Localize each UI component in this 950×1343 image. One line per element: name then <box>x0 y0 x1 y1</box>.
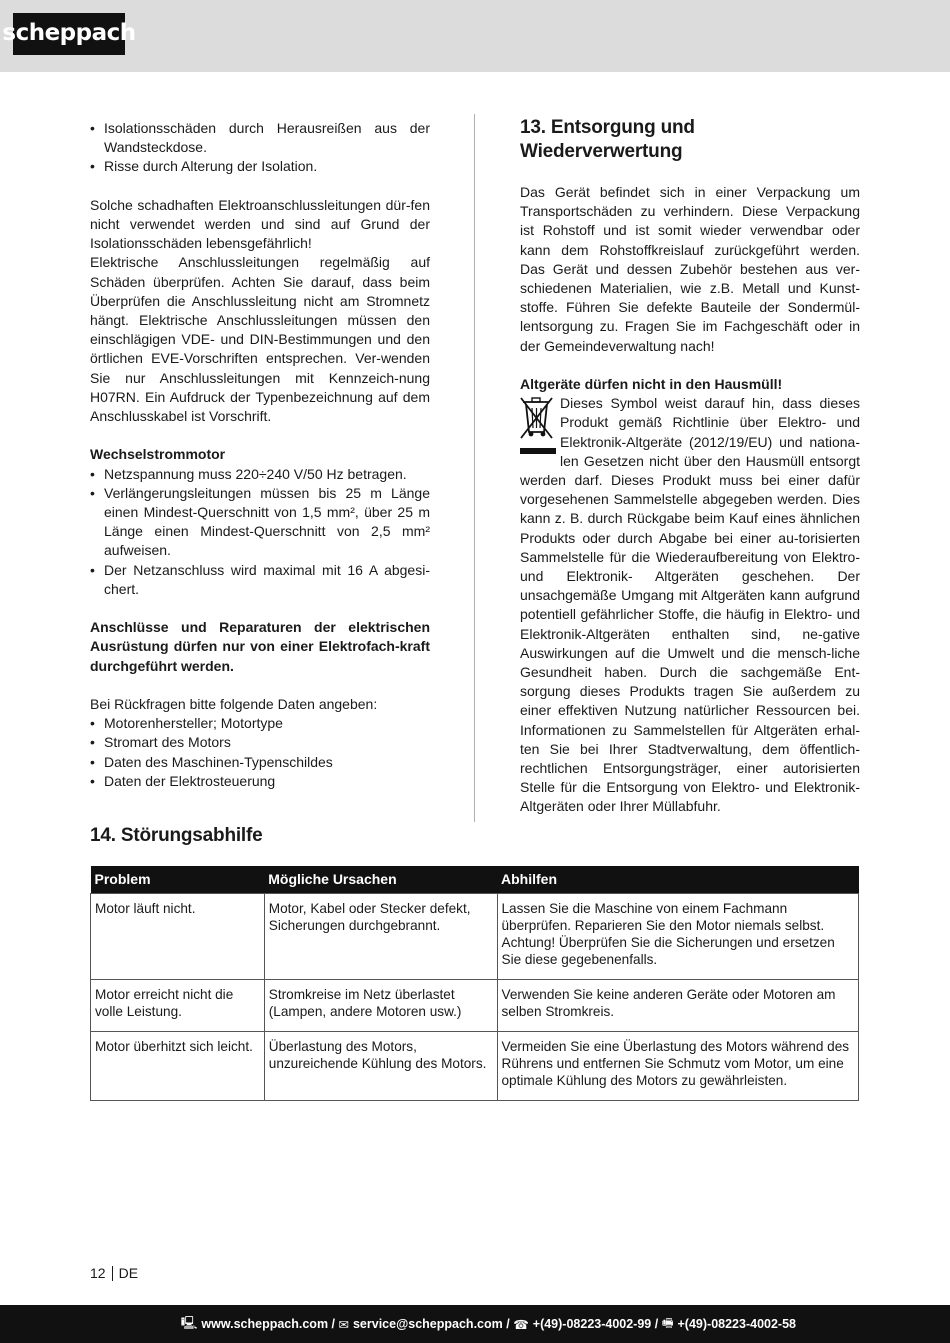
footer-email[interactable]: service@scheppach.com / <box>352 1317 510 1331</box>
list-item: • Risse durch Alterung der Isolation. <box>90 157 430 176</box>
contact-list <box>90 714 430 791</box>
weee-line: Elektronik-Altgeräte (2012/19/EU) und nationa- <box>560 433 860 450</box>
crossed-bin-icon <box>520 396 556 454</box>
left-column <box>90 119 430 791</box>
header-bar <box>0 0 950 72</box>
table-row <box>91 980 859 1032</box>
page-language: DE <box>118 1265 139 1281</box>
column-divider <box>474 114 475 822</box>
paragraph: Solche schadhaften Elektroanschlussleitungen dür-fen nicht verwendet werden und sind auf Grund der Isolationsschäden lebensgefährlich! <box>90 196 430 252</box>
paragraph: werden darf. Dieses Produkt muss bei einer dafür vorgesehenen Sammelstelle abgegeben werden. Dies kann z. B. durch Rückgabe beim Kauf eines ähnlichen Produkts oder durch Abgabe bei einer au-torisierten Sammelstelle für die Wiederaufbereitung von Elektro- und Elektronik- Altgeräten geschehen. Der unsachgemäße Umgang mit Altgeräten kann aufgrund potentiell gefährlicher Stoffe, die häufig in Elektro- und Elektronik-Altgeräten enthalten sind, ne-gative Auswirkungen auf die Umwelt und die mensch-liche Gesundheit haben. Durch die sachgemäße Ent-sorgung dieses Produkts tragen Sie außerdem zu einer effektiven Nutzung natürlicher Ressourcen bei. Informationen zu Sammelstellen für Altgeräten erhal-ten Sie bei Ihrer Stadtverwaltung, dem öffentlich-rechtlichen Entsorgungsträger, einer autorisierten Stelle für die Entsorgung von Elektro- und Elektronik-Altgeräten oder Ihrer Müllabfuhr. <box>520 472 860 815</box>
section-13-heading: 13. Entsorgung und Wiederverwertung <box>520 117 695 162</box>
table-header-row <box>91 866 859 894</box>
mail-icon: ✉ <box>338 1317 349 1332</box>
right-column <box>520 116 860 817</box>
scheppach-logo: scheppach <box>13 13 125 55</box>
table-cell: Motor läuft nicht. <box>91 894 265 980</box>
list-item: • Der Netzanschluss wird maximal mit 16 A abgesi-chert. <box>90 561 430 599</box>
column-header-remedies: Abhilfen <box>497 866 859 894</box>
table-cell: Lassen Sie die Maschine von einem Fachmann überprüfen. Reparieren Sie den Motor niemals selbst. Achtung! Überprüfen Sie die Sicherungen und ersetzen Sie diese gegebenenfalls. <box>497 894 859 980</box>
page-separator <box>112 1266 113 1281</box>
footer-bar <box>0 1305 950 1343</box>
table-row <box>91 1032 859 1101</box>
list-item: • Verlängerungsleitungen müssen bis 25 m Länge einen Mindest-Querschnitt von 1,5 mm², über 25 m Länge einen Mindest-Querschnitt von 2,5 mm² aufweisen. <box>90 484 430 561</box>
list-item: • Netzspannung muss 220÷240 V/50 Hz betragen. <box>90 465 430 484</box>
table-cell: Stromkreise im Netz überlastet (Lampen, andere Motoren usw.) <box>264 980 497 1032</box>
weee-line: len Gesetzen nicht über den Hausmüll entsorgt <box>560 452 860 469</box>
damage-list <box>90 119 430 177</box>
list-item: • Daten der Elektrosteuerung <box>90 772 430 791</box>
column-header-causes: Mögliche Ursachen <box>264 866 497 894</box>
troubleshooting-table <box>90 866 859 1101</box>
section-14-heading: 14. Störungsabhilfe <box>90 825 263 846</box>
table-cell: Überlastung des Motors, unzureichende Kühlung des Motors. <box>264 1032 497 1101</box>
electrician-warning: Anschlüsse und Reparaturen der elektrischen Ausrüstung dürfen nur von einer Elektrofach-kraft durchgeführt werden. <box>90 619 430 674</box>
column-header-problem: Problem <box>91 866 265 894</box>
paragraph: Das Gerät befindet sich in einer Verpackung um Transportschäden zu verhindern. Diese Verpackung ist Rohstoff und ist somit wieder verwendbar oder kann dem Rohstoffkreislauf zurückgeführt werden. Das Gerät und dessen Zubehör bestehen aus ver-schiedenen Materialien, wie z.B. Metall und Kunst-stoffe. Führen Sie defekte Bauteile der Sondermül-lentsorgung zu. Fragen Sie im Fachgeschäft oder in der Gemeindeverwaltung nach! <box>520 184 860 354</box>
weee-heading: Altgeräte dürfen nicht in den Hausmüll! <box>520 376 783 393</box>
contact-intro: Bei Rückfragen bitte folgende Daten angeben: <box>90 696 378 713</box>
list-item: • Stromart des Motors <box>90 733 430 752</box>
weee-line: Produkt gemäß Richtlinie über Elektro- und <box>560 414 860 431</box>
table-cell: Motor erreicht nicht die volle Leistung. <box>91 980 265 1032</box>
weee-line: Dieses Symbol weist darauf hin, dass dieses <box>560 395 860 412</box>
paragraph: Elektrische Anschlussleitungen regelmäßig auf Schäden überprüfen. Achten Sie darauf, dass beim Überprüfen die Anschlussleitung nicht am Stromnetz hängt. Elektrische Anschlussleitungen müssen den einschlägigen VDE- und DIN-Bestimmungen und den örtlichen EVE-Vorschriften entsprechen. Ver-wenden Sie nur Anschlussleitungen mit Kennzeich-nung H07RN. Ein Aufdruck der Typenbezeichnung auf dem Anschlusskabel ist Vorschrift. <box>90 254 430 425</box>
footer-phone[interactable]: +(49)-08223-4002-99 / <box>532 1317 659 1331</box>
footer-fax[interactable]: +(49)-08223-4002-58 <box>677 1317 796 1331</box>
motor-list <box>90 465 430 599</box>
table-cell: Verwenden Sie keine anderen Geräte oder Motoren am selben Stromkreis. <box>497 980 859 1032</box>
fax-icon: 🖷 <box>661 1315 674 1330</box>
motor-heading: Wechselstrommotor <box>90 446 226 463</box>
table-cell: Vermeiden Sie eine Überlastung des Motors während des Rührens und entfernen Sie Schmutz vom Motor, um eine optimale Kühlung des Motors zu gewährleisten. <box>497 1032 859 1101</box>
list-item: • Motorenhersteller; Motortype <box>90 714 430 733</box>
list-item: • Daten des Maschinen-Typenschildes <box>90 753 430 772</box>
computer-icon: 🖳 <box>180 1315 198 1330</box>
phone-icon: ☎ <box>513 1317 529 1332</box>
table-row <box>91 894 859 980</box>
list-item: • Isolationsschäden durch Herausreißen aus der Wandsteckdose. <box>90 119 430 157</box>
page-number <box>90 1265 138 1281</box>
footer-website[interactable]: www.scheppach.com / <box>201 1317 336 1331</box>
page-number-value: 12 <box>90 1265 106 1281</box>
table-cell: Motor überhitzt sich leicht. <box>91 1032 265 1101</box>
table-cell: Motor, Kabel oder Stecker defekt, Sicherungen durchgebrannt. <box>264 894 497 980</box>
weee-notice <box>520 394 860 471</box>
